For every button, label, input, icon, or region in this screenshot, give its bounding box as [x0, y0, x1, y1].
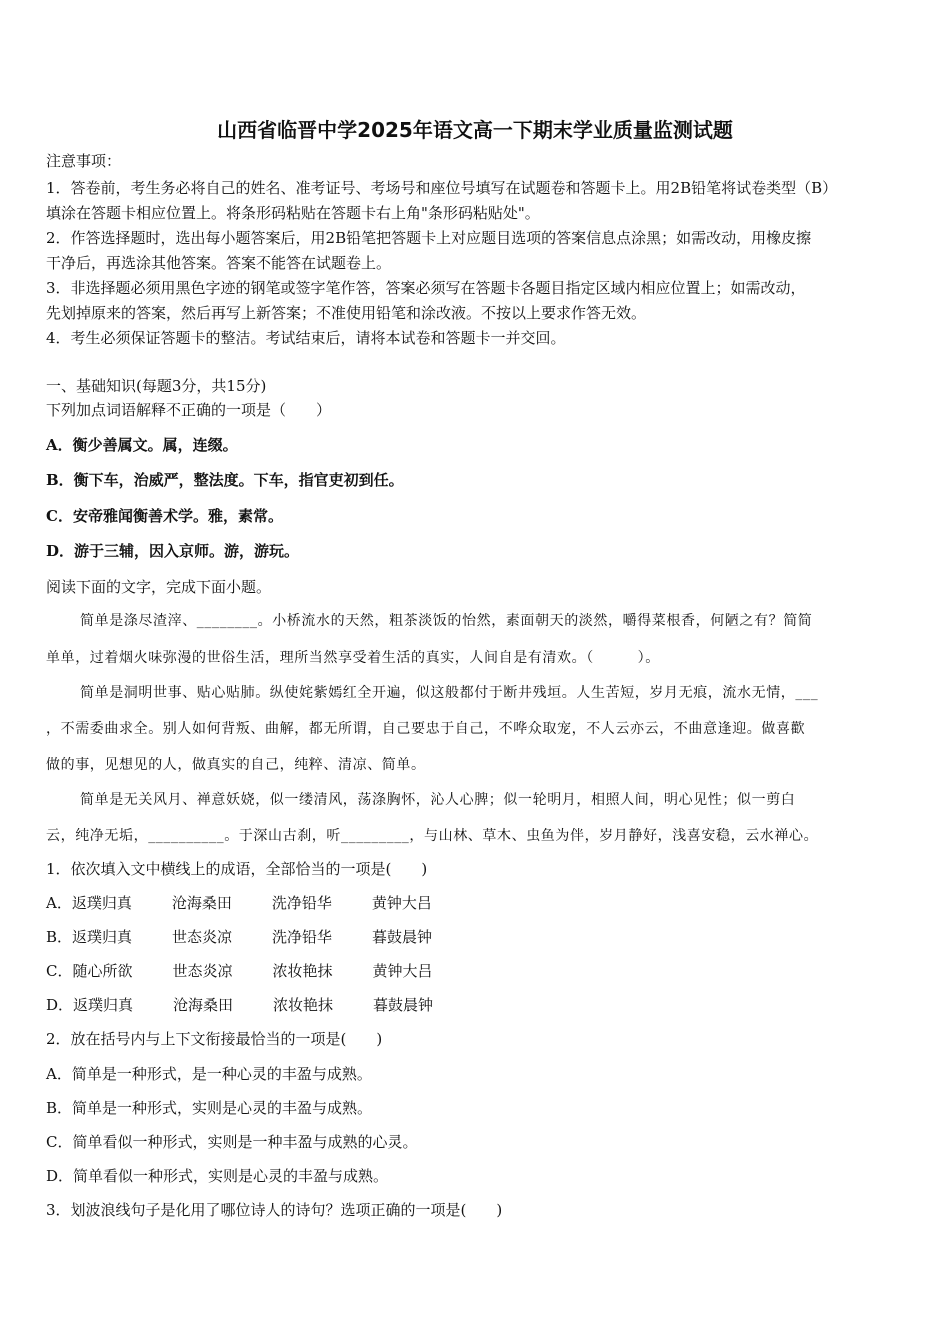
section-heading: 一、基础知识(每题3分，共15分): [46, 377, 267, 395]
q2-option-b: B．简单是一种形式，实则是心灵的丰盈与成熟。: [46, 1099, 373, 1117]
q1-option-b: B．返璞归真 世态炎凉 洗净铅华 暮鼓晨钟: [46, 928, 433, 946]
page-title: 山西省临晋中学2025年语文高一下期末学业质量监测试题: [217, 118, 733, 142]
question-stem: 下列加点词语解释不正确的一项是（ ）: [46, 401, 332, 419]
q2-option-d: D．简单看似一种形式，实则是心灵的丰盈与成熟。: [46, 1167, 389, 1185]
notice-heading: 注意事项：: [46, 152, 122, 170]
passage-line: 简单是无关风月、禅意妖娆，似一缕清风，荡涤胸怀，沁人心脾；似一轮明月，相照人间，明心见性；似一剪白: [80, 792, 796, 808]
q1-option-d: D．返璞归真 沧海桑田 浓妆艳抹 暮鼓晨钟: [46, 996, 434, 1014]
q1-option-a: A．返璞归真 沧海桑田 洗净铅华 黄钟大吕: [46, 894, 432, 912]
q2-option-a: A．简单是一种形式，是一种心灵的丰盈与成熟。: [46, 1065, 372, 1083]
notice-line: 填涂在答题卡相应位置上。将条形码粘贴在答题卡右上角"条形码粘贴处"。: [46, 204, 540, 222]
passage-line: 简单是涤尽渣滓、________。小桥流水的天然，粗茶淡饭的怡然，素面朝天的淡然，嚼得菜根香，何陋之有？简简: [80, 613, 813, 629]
notice-line: 2．作答选择题时，选出每小题答案后，用2B铅笔把答题卡上对应题目选项的答案信息点涂黑；如需改动，用橡皮擦: [46, 229, 812, 247]
q2-option-c: C．简单看似一种形式，实则是一种丰盈与成熟的心灵。: [46, 1133, 418, 1151]
notice-line: 3．非选择题必须用黑色字迹的钢笔或签字笔作答，答案必须写在答题卡各题目指定区域内相应位置上；如需改动，: [46, 279, 806, 297]
option-b: B．衡下车，治威严，整法度。下车，指官吏初到任。: [46, 471, 404, 489]
notice-line: 1．答卷前，考生务必将自己的姓名、准考证号、考场号和座位号填写在试题卷和答题卡上。用2B铅笔将试卷类型（B）: [46, 179, 838, 197]
question-3-stem: 3．划波浪线句子是化用了哪位诗人的诗句？选项正确的一项是( ): [46, 1201, 503, 1219]
option-a: A．衡少善属文。属，连缀。: [46, 436, 238, 454]
notice-line: 4．考生必须保证答题卡的整洁。考试结束后，请将本试卷和答题卡一并交回。: [46, 329, 566, 347]
notice-line: 干净后，再选涂其他答案。答案不能答在试题卷上。: [46, 254, 392, 272]
reading-intro: 阅读下面的文字，完成下面小题。: [46, 578, 272, 596]
passage-line: 云，纯净无垢，__________。于深山古刹，听_________，与山林、草木、虫鱼为伴，岁月静好，浅喜安稳，云水禅心。: [46, 828, 819, 844]
passage-line: 做的事，见想见的人，做真实的自己，纯粹、清凉、简单。: [46, 757, 426, 773]
passage-line: 简单是洞明世事、贴心贴肺。纵使姹紫嫣红全开遍，似这般都付于断井残垣。人生苦短，岁月无痕，流水无情，___: [80, 685, 819, 701]
passage-line: ，不需委曲求全。别人如何背叛、曲解，都无所谓，自己要忠于自己，不哗众取宠，不人云亦云，不曲意逢迎。做喜歡: [46, 721, 806, 737]
option-c: C．安帝雅闻衡善术学。雅，素常。: [46, 507, 283, 525]
question-2-stem: 2．放在括号内与上下文衔接最恰当的一项是( ): [46, 1030, 383, 1048]
option-d: D．游于三辅，因入京师。游，游玩。: [46, 542, 300, 560]
question-1-stem: 1．依次填入文中横线上的成语，全部恰当的一项是( ): [46, 860, 428, 878]
notice-line: 先划掉原来的答案，然后再写上新答案；不准使用铅笔和涂改液。不按以上要求作答无效。: [46, 304, 647, 322]
q1-option-c: C．随心所欲 世态炎凉 浓妆艳抹 黄钟大吕: [46, 962, 433, 980]
passage-line: 单单，过着烟火味弥漫的世俗生活，理所当然享受着生活的真实，人间自是有清欢。（ ）。: [46, 650, 660, 666]
